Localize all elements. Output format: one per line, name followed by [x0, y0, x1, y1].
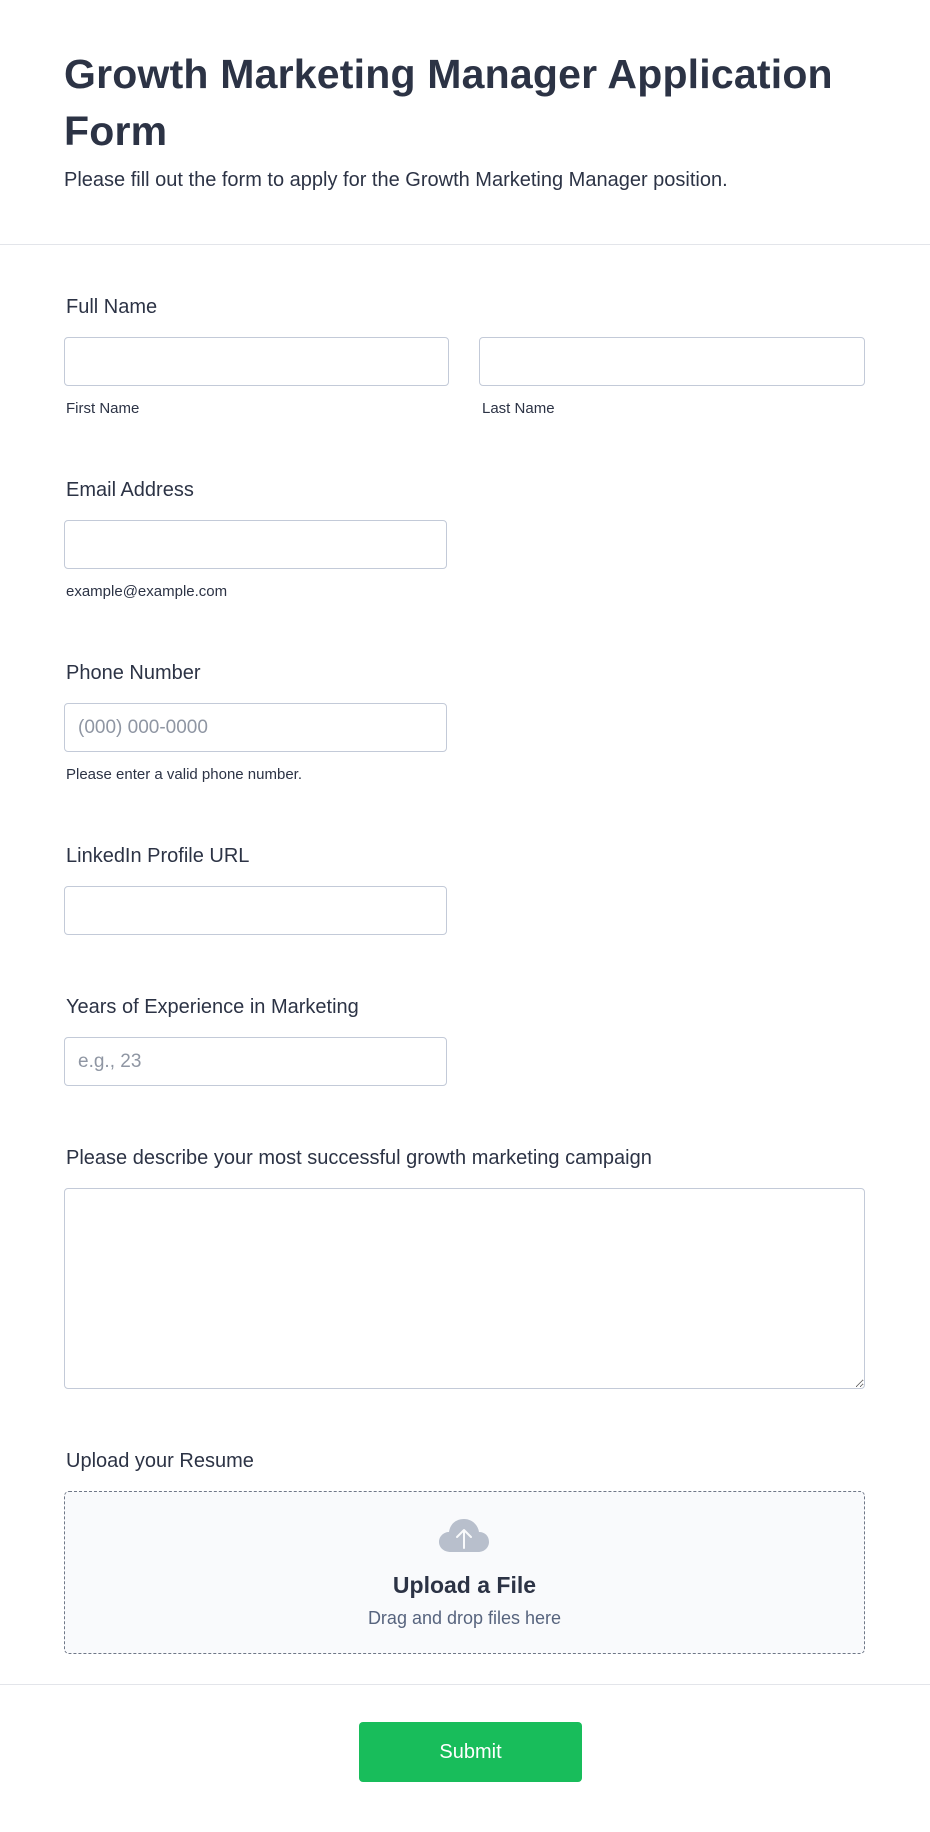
form-subtitle: Please fill out the form to apply for the Growth Marketing Manager position.	[64, 169, 728, 191]
last-name-input[interactable]	[479, 337, 865, 386]
upload-hint: Drag and drop files here	[367, 1608, 562, 1628]
experience-label: Years of Experience in Marketing	[66, 996, 359, 1018]
email-label: Email Address	[66, 479, 194, 501]
footer-divider	[0, 1684, 930, 1685]
upload-title: Upload a File	[392, 1572, 537, 1598]
cloud-upload-icon	[438, 1518, 490, 1554]
phone-label: Phone Number	[66, 662, 201, 684]
resume-label: Upload your Resume	[66, 1450, 254, 1472]
phone-input[interactable]	[64, 703, 447, 752]
form-title: Growth Marketing Manager Application Form	[64, 51, 833, 154]
campaign-label: Please describe your most successful growth marketing campaign	[66, 1147, 652, 1169]
submit-button[interactable]: Submit	[359, 1722, 582, 1782]
last-name-sublabel: Last Name	[482, 400, 555, 417]
campaign-textarea[interactable]	[64, 1188, 865, 1389]
resume-upload-dropzone[interactable]	[64, 1491, 865, 1654]
email-sublabel: example@example.com	[66, 583, 228, 600]
experience-input[interactable]	[64, 1037, 447, 1086]
linkedin-input[interactable]	[64, 886, 447, 935]
email-input[interactable]	[64, 520, 447, 569]
first-name-input[interactable]	[64, 337, 449, 386]
first-name-sublabel: First Name	[66, 400, 140, 417]
form-header	[0, 0, 930, 245]
phone-sublabel: Please enter a valid phone number.	[66, 766, 302, 783]
linkedin-label: LinkedIn Profile URL	[66, 845, 250, 867]
full-name-label: Full Name	[66, 296, 158, 318]
